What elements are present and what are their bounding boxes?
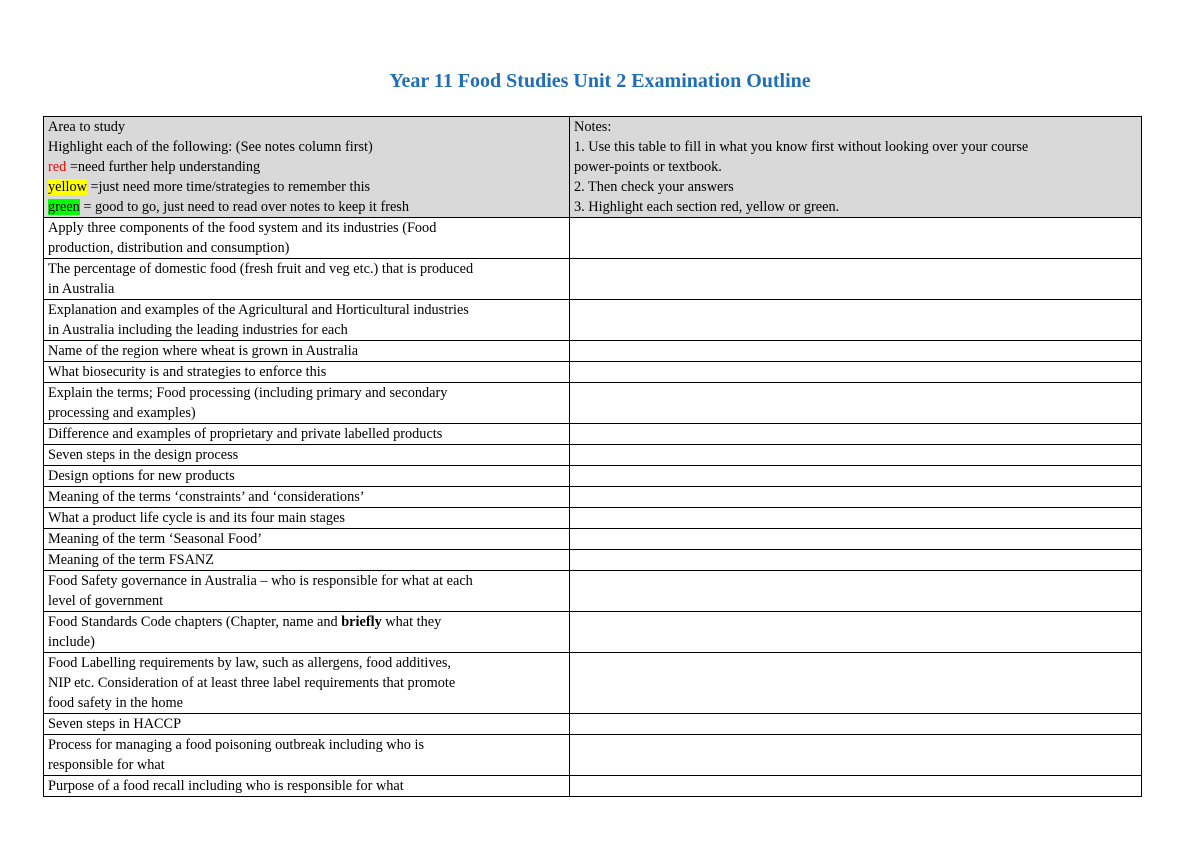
study-topic-cell	[44, 341, 570, 362]
table-row	[44, 218, 1142, 259]
study-topic-text: Process for managing a food poisoning outbreak including who is	[48, 737, 425, 753]
study-topic-text: in Australia including the leading industries for each	[48, 322, 348, 338]
study-topic-text: What a product life cycle is and its four main stages	[48, 510, 345, 526]
table-header-row	[44, 117, 1142, 218]
study-topic-text: Explanation and examples of the Agricultural and Horticultural industries	[48, 302, 469, 318]
legend-green-desc: = good to go, just need to read over notes to keep it fresh	[79, 199, 410, 215]
legend-yellow-word: yellow	[48, 179, 87, 195]
notes-step-2: 2. Then check your answers	[574, 179, 734, 195]
notes-cell[interactable]	[570, 714, 1142, 735]
study-topic-text: Design options for new products	[48, 468, 235, 484]
table-row	[44, 714, 1142, 735]
table-row	[44, 487, 1142, 508]
study-topic-text: Meaning of the term ‘Seasonal Food’	[48, 531, 263, 547]
legend-yellow	[48, 177, 565, 197]
notes-cell[interactable]	[570, 571, 1142, 612]
study-topic-cell	[44, 529, 570, 550]
study-topic-text: food safety in the home	[48, 695, 183, 711]
study-topic-text: level of government	[48, 593, 164, 609]
study-topic-text: Food Safety governance in Australia – who is responsible for what at each	[48, 573, 473, 589]
study-topic-text: NIP etc. Consideration of at least three label requirements that promote	[48, 675, 456, 691]
table-row	[44, 424, 1142, 445]
table-row	[44, 466, 1142, 487]
study-topic-text: The percentage of domestic food (fresh fruit and veg etc.) that is produced	[48, 261, 474, 277]
study-outline-table	[43, 116, 1142, 797]
study-topic-cell	[44, 550, 570, 571]
study-topic-text: Seven steps in HACCP	[48, 716, 182, 732]
study-topic-cell	[44, 571, 570, 612]
table-row	[44, 776, 1142, 797]
table-row	[44, 383, 1142, 424]
study-topic-cell	[44, 259, 570, 300]
notes-cell[interactable]	[570, 612, 1142, 653]
study-topic-text: Explain the terms; Food processing (including primary and secondary	[48, 385, 448, 401]
notes-cell[interactable]	[570, 735, 1142, 776]
study-topic-text: Apply three components of the food system and its industries (Food	[48, 220, 437, 236]
study-topic-emphasis: briefly	[341, 614, 382, 630]
table-row	[44, 550, 1142, 571]
legend-green-word: green	[48, 199, 80, 215]
study-topic-text: include)	[48, 634, 95, 650]
area-to-study-header	[44, 117, 570, 218]
study-topic-text: Meaning of the term FSANZ	[48, 552, 214, 568]
table-row	[44, 653, 1142, 714]
header-instruction: Highlight each of the following: (See notes column first)	[48, 139, 373, 155]
notes-cell[interactable]	[570, 487, 1142, 508]
study-topic-cell	[44, 776, 570, 797]
table-row	[44, 529, 1142, 550]
study-topic-text: Meaning of the terms ‘constraints’ and ‘considerations’	[48, 489, 365, 505]
study-topic-cell	[44, 508, 570, 529]
table-row	[44, 508, 1142, 529]
notes-step-1-cont: power-points or textbook.	[574, 159, 722, 175]
table-row	[44, 735, 1142, 776]
notes-cell[interactable]	[570, 362, 1142, 383]
notes-cell[interactable]	[570, 383, 1142, 424]
study-topic-cell	[44, 362, 570, 383]
table-row	[44, 362, 1142, 383]
study-topic-text: Food Labelling requirements by law, such as allergens, food additives,	[48, 655, 452, 671]
study-topic-cell	[44, 466, 570, 487]
table-row	[44, 341, 1142, 362]
table-row	[44, 445, 1142, 466]
notes-header	[570, 117, 1142, 218]
legend-green	[48, 197, 565, 217]
study-topic-text: Difference and examples of proprietary and private labelled products	[48, 426, 443, 442]
notes-label: Notes:	[574, 119, 612, 135]
study-topic-cell	[44, 735, 570, 776]
notes-step-1: 1. Use this table to fill in what you know first without looking over your course	[574, 139, 1029, 155]
study-topic-text: production, distribution and consumption)	[48, 240, 290, 256]
notes-cell[interactable]	[570, 341, 1142, 362]
legend-red-word: red	[48, 159, 67, 175]
notes-cell[interactable]	[570, 776, 1142, 797]
notes-step-3: 3. Highlight each section red, yellow or green.	[574, 199, 840, 215]
study-topic-text: processing and examples)	[48, 405, 196, 421]
study-topic-cell	[44, 218, 570, 259]
study-topic-cell	[44, 445, 570, 466]
notes-cell[interactable]	[570, 466, 1142, 487]
study-topic-cell	[44, 383, 570, 424]
legend-yellow-desc: =just need more time/strategies to remember this	[86, 179, 371, 195]
notes-cell[interactable]	[570, 550, 1142, 571]
study-topic-text: What biosecurity is and strategies to enforce this	[48, 364, 327, 380]
legend-red	[48, 157, 565, 177]
study-topic-cell	[44, 653, 570, 714]
header-area-label: Area to study	[48, 119, 126, 135]
legend-red-desc: =need further help understanding	[66, 159, 261, 175]
study-topic-text-part: Food Standards Code chapters (Chapter, name and	[48, 614, 342, 630]
study-topic-cell	[44, 300, 570, 341]
notes-cell[interactable]	[570, 529, 1142, 550]
study-topic-cell	[44, 612, 570, 653]
study-topic-cell	[44, 714, 570, 735]
notes-cell[interactable]	[570, 300, 1142, 341]
study-topic-text: Name of the region where wheat is grown in Australia	[48, 343, 359, 359]
study-topic-cell	[44, 424, 570, 445]
notes-cell[interactable]	[570, 259, 1142, 300]
notes-cell[interactable]	[570, 653, 1142, 714]
notes-cell[interactable]	[570, 218, 1142, 259]
table-row	[44, 300, 1142, 341]
study-topic-text: responsible for what	[48, 757, 165, 773]
study-topic-text: Seven steps in the design process	[48, 447, 239, 463]
notes-cell[interactable]	[570, 424, 1142, 445]
study-topic-cell	[44, 487, 570, 508]
study-topic-text	[48, 612, 565, 632]
notes-cell[interactable]	[570, 508, 1142, 529]
notes-cell[interactable]	[570, 445, 1142, 466]
study-topic-text-part: what they	[381, 614, 442, 630]
table-row	[44, 612, 1142, 653]
study-topic-text: in Australia	[48, 281, 115, 297]
page-title: Year 11 Food Studies Unit 2 Examination Outline	[389, 70, 811, 92]
study-topic-text: Purpose of a food recall including who is responsible for what	[48, 778, 404, 794]
table-row	[44, 259, 1142, 300]
table-row	[44, 571, 1142, 612]
